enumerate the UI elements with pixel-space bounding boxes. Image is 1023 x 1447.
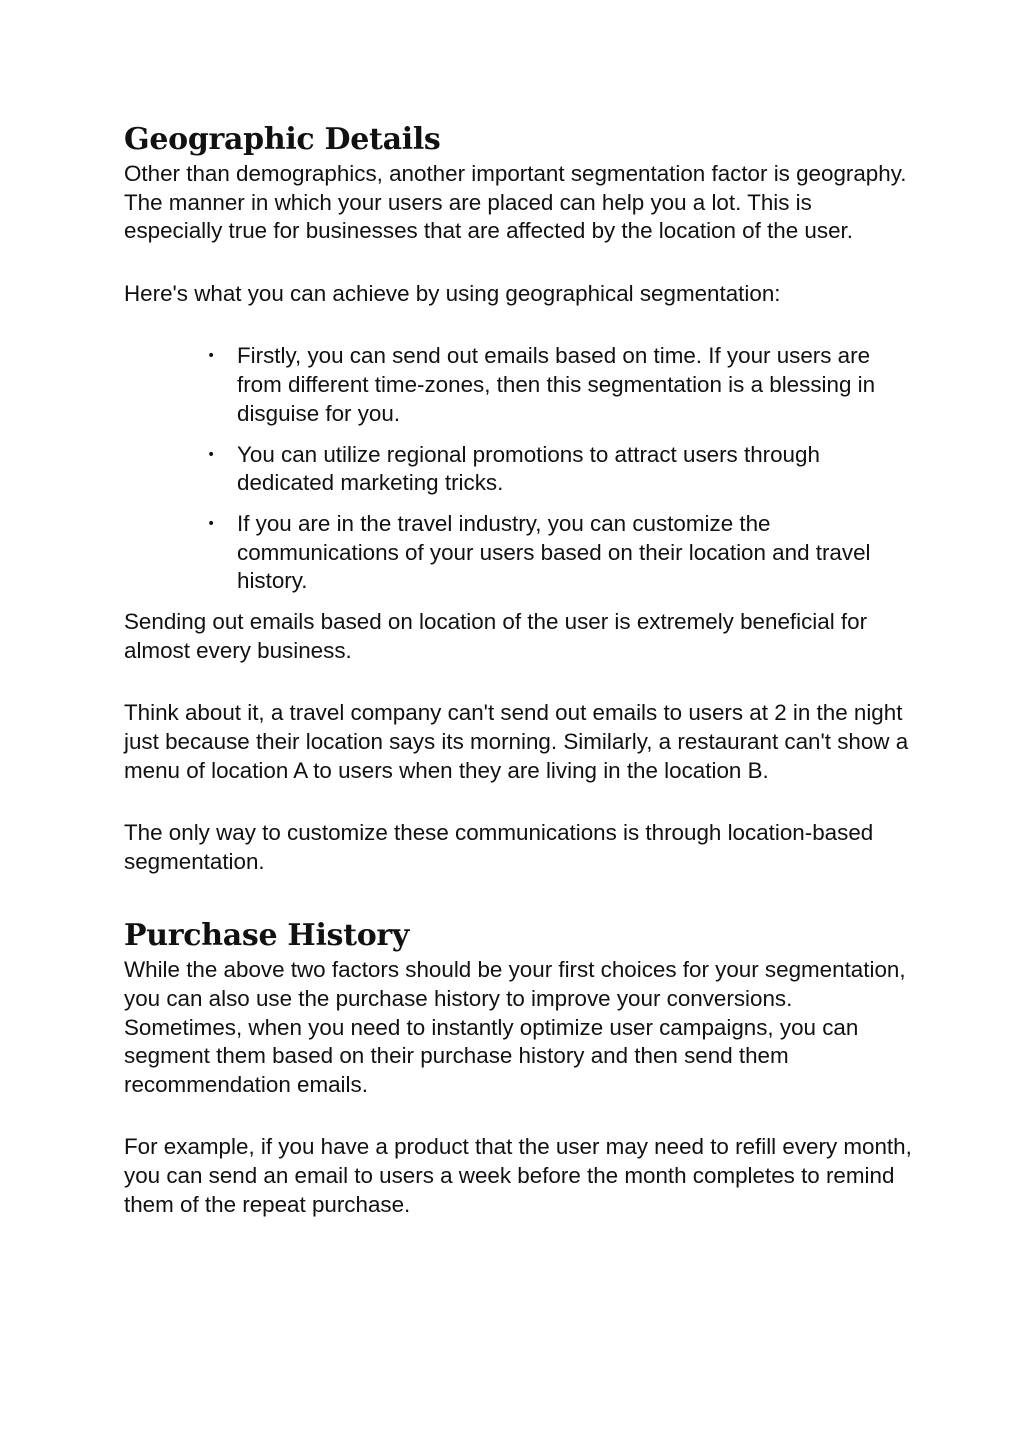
paragraph-geographic-benefit: Sending out emails based on location of the user is extremely beneficial for almost every business.: [124, 609, 868, 663]
list-item: [207, 441, 914, 498]
list-item-text: Firstly, you can send out emails based on time. If your users are from different time-zones, then this segmentation is a blessing in disguise for you.: [237, 343, 876, 426]
paragraph-geographic-intro: Other than demographics, another important segmentation factor is geography. The manner in which your users are placed can help you a lot. This is especially true for businesses that are affected by the location of the user.: [124, 161, 907, 244]
list-item: [207, 342, 914, 428]
list-item-text: If you are in the travel industry, you can customize the communications of your users based on their location and travel history.: [237, 511, 871, 594]
document-page: [124, 120, 914, 1219]
paragraph-purchase-intro: While the above two factors should be your first choices for your segmentation, you can also use the purchase history to improve your conversions. Sometimes, when you need to instantly optimize user campaigns, you can segment them based on their purchase history and then send them recommendation emails.: [124, 957, 906, 1097]
paragraph-geographic-example: Think about it, a travel company can't send out emails to users at 2 in the night just because their location says its morning. Similarly, a restaurant can't show a menu of location A to users when they are living in the location B.: [124, 700, 909, 783]
paragraph-geographic-lead: Here's what you can achieve by using geographical segmentation:: [124, 280, 781, 306]
paragraph-geographic-conclusion: The only way to customize these communications is through location-based segmentation.: [124, 820, 874, 874]
bullet-list-geographic: [124, 342, 914, 596]
list-item: [207, 510, 914, 596]
list-item-text: You can utilize regional promotions to attract users through dedicated marketing tricks.: [237, 441, 820, 496]
bullet-icon: •: [207, 446, 216, 463]
heading-purchase-history: Purchase History: [124, 918, 410, 954]
bullet-icon: •: [207, 348, 216, 365]
bullet-icon: •: [207, 516, 216, 533]
paragraph-purchase-example: For example, if you have a product that the user may need to refill every month, you can send an email to users a week before the month completes to remind them of the repeat purchase.: [124, 1134, 912, 1217]
heading-geographic-details: Geographic Details: [124, 122, 441, 157]
